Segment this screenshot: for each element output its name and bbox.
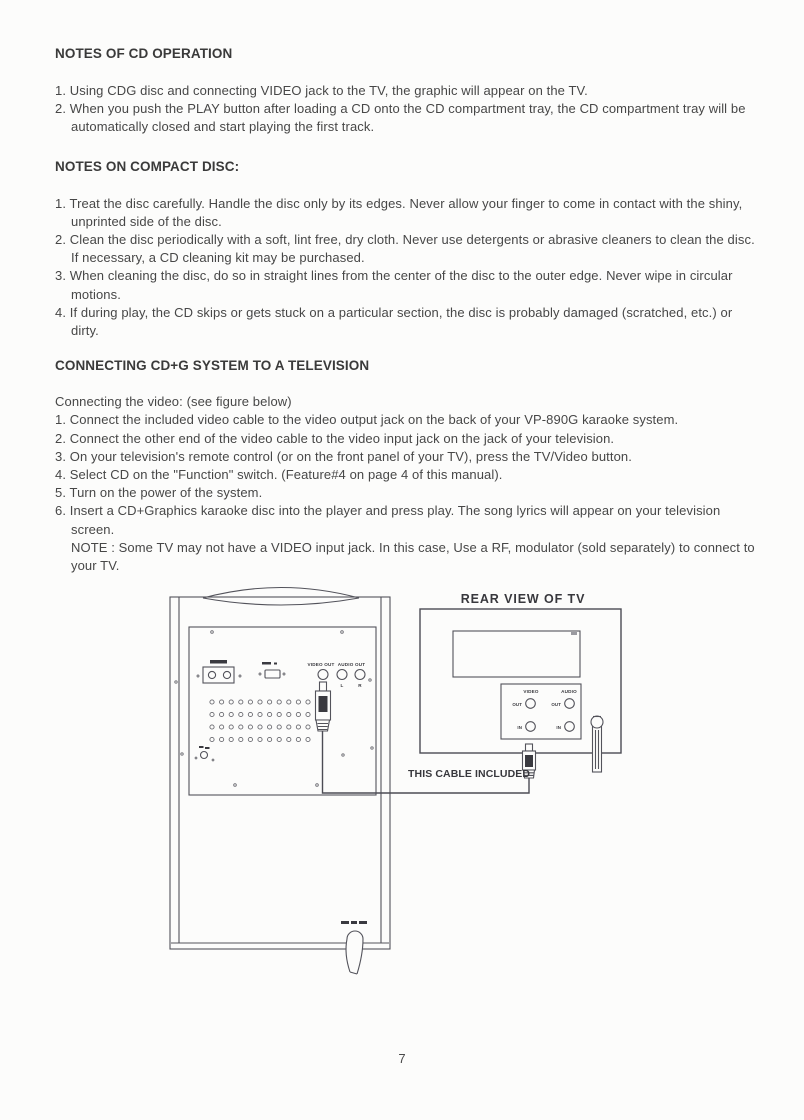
video-cable [323, 731, 530, 793]
list-item-note: NOTE : Some TV may not have a VIDEO input jack. In this case, Use a RF, modulator (sold separately) to connect to your TV. [71, 539, 755, 574]
video-cable-plug-karaoke [316, 682, 331, 731]
item-text: Select CD on the "Function" switch. (Feature#4 on page 4 of this manual). [69, 467, 503, 483]
audio-left-label: L [340, 683, 344, 688]
item-text: When you push the PLAY button after loading a CD onto the CD compartment tray, the CD compartment tray will be automatically closed and start playing the first track. [69, 101, 746, 135]
karaoke-rear-view [170, 588, 390, 975]
list-item [55, 430, 763, 448]
video-out-jack [318, 670, 328, 680]
tv-audio-out-label: OUT [551, 702, 561, 707]
item-text: When cleaning the disc, do so in straight lines from the center of the disc to the outer edge. Never wipe in circular motions. [69, 268, 733, 302]
item-text: Using CDG disc and connecting VIDEO jack to the TV, the graphic will appear on the TV. [69, 83, 588, 98]
list-item [55, 304, 763, 340]
video-cable-line [323, 731, 530, 793]
item-number: 2. [55, 430, 67, 446]
speaker-terminal-block [197, 660, 241, 683]
tv-video-in-label: IN [517, 725, 522, 730]
list-item [55, 448, 763, 466]
item-text: If during play, the CD skips or gets stuck on a particular section, the disc is probably damaged (scratched, etc.) or dirty. [69, 304, 733, 339]
item-number: 1. [55, 195, 67, 211]
tv-vent-panel [453, 631, 580, 677]
audio-out-label: AUDIO OUT [337, 662, 366, 667]
item-number: 2. [55, 232, 67, 248]
tv-video-column-label: VIDEO [523, 689, 539, 694]
list-item [55, 82, 763, 100]
karaoke-cabinet-outline [170, 597, 390, 949]
audio-out-jack-left [337, 670, 347, 680]
list-item [55, 466, 763, 484]
tv-video-in-jack [526, 722, 536, 732]
vent-panel-mark [571, 632, 577, 635]
selector-switch [259, 662, 285, 678]
tv-audio-column-label: AUDIO [561, 689, 577, 694]
connection-diagram [0, 570, 804, 1015]
ac-power-cord [341, 921, 367, 974]
audio-out-jack-right [355, 670, 365, 680]
mic-jack [195, 746, 214, 761]
item-text: Insert a CD+Graphics karaoke disc into the player and press play. The song lyrics will appear on your television screen. [69, 503, 721, 537]
item-number: 6. [55, 503, 67, 519]
page-number: 7 [398, 1051, 406, 1066]
item-number: 5. [55, 485, 67, 501]
screw-dots [175, 631, 373, 787]
tv-video-out-label: OUT [512, 702, 522, 707]
carry-handle-icon [203, 588, 359, 599]
item-text: Connect the included video cable to the video output jack on the back of your VP-890G karaoke system. [69, 412, 679, 428]
cable-included-label: THIS CABLE INCLUDED [408, 768, 531, 780]
item-text: Turn on the power of the system. [69, 485, 263, 501]
tv-audio-in-jack [565, 722, 575, 732]
connecting-video-intro: Connecting the video: (see figure below) [55, 394, 292, 410]
tv-video-out-jack [526, 699, 536, 709]
rear-jack-panel [189, 627, 376, 795]
section-heading-connecting-tv: CONNECTING CD+G SYSTEM TO A TELEVISION [55, 358, 370, 374]
item-text: On your television's remote control (or on the front panel of your TV), press the TV/Video button. [69, 448, 632, 464]
item-text: Treat the disc carefully. Handle the disc only by its edges. Never allow your finger to come in contact with the shiny, unprinted side of the disc. [69, 195, 743, 229]
list-item [55, 195, 763, 231]
tv-audio-out-jack [565, 699, 575, 709]
vent-holes [210, 700, 310, 742]
list-item [55, 267, 763, 303]
carry-handle-icon [203, 598, 359, 605]
tv-av-jack-panel [501, 684, 581, 739]
tv-rear-view [420, 592, 621, 778]
list-item [55, 411, 763, 429]
tv-rear-title: REAR VIEW OF TV [460, 592, 586, 606]
item-number: 3. [55, 268, 67, 284]
item-text: Connect the other end of the video cable to the video input jack on the jack of your television. [69, 430, 615, 446]
video-out-label: VIDEO OUT [307, 662, 335, 667]
item-text: Clean the disc periodically with a soft, lint free, dry cloth. Never use detergents or abrasive cleaners to clean the disc. If necessary, a CD cleaning kit may be purchased. [69, 232, 755, 266]
item-number: 1. [55, 412, 67, 428]
item-number: 2. [55, 101, 67, 117]
manual-text [55, 46, 763, 575]
section-heading-cd-operation: NOTES OF CD OPERATION [55, 46, 233, 61]
tv-power-plug [591, 716, 603, 772]
cd-operation-list [55, 82, 763, 137]
item-number: 4. [55, 304, 67, 320]
item-number: 4. [55, 467, 67, 483]
item-number: 3. [55, 448, 67, 464]
list-item [55, 100, 763, 136]
list-item [55, 231, 763, 267]
section-heading-compact-disc: NOTES ON COMPACT DISC: [55, 158, 240, 174]
audio-right-label: R [358, 683, 362, 688]
list-item [55, 484, 763, 502]
compact-disc-list [55, 195, 763, 341]
list-item [55, 502, 763, 538]
connecting-tv-list [55, 411, 763, 575]
item-number: 1. [55, 83, 67, 98]
tv-audio-in-label: IN [556, 725, 561, 730]
